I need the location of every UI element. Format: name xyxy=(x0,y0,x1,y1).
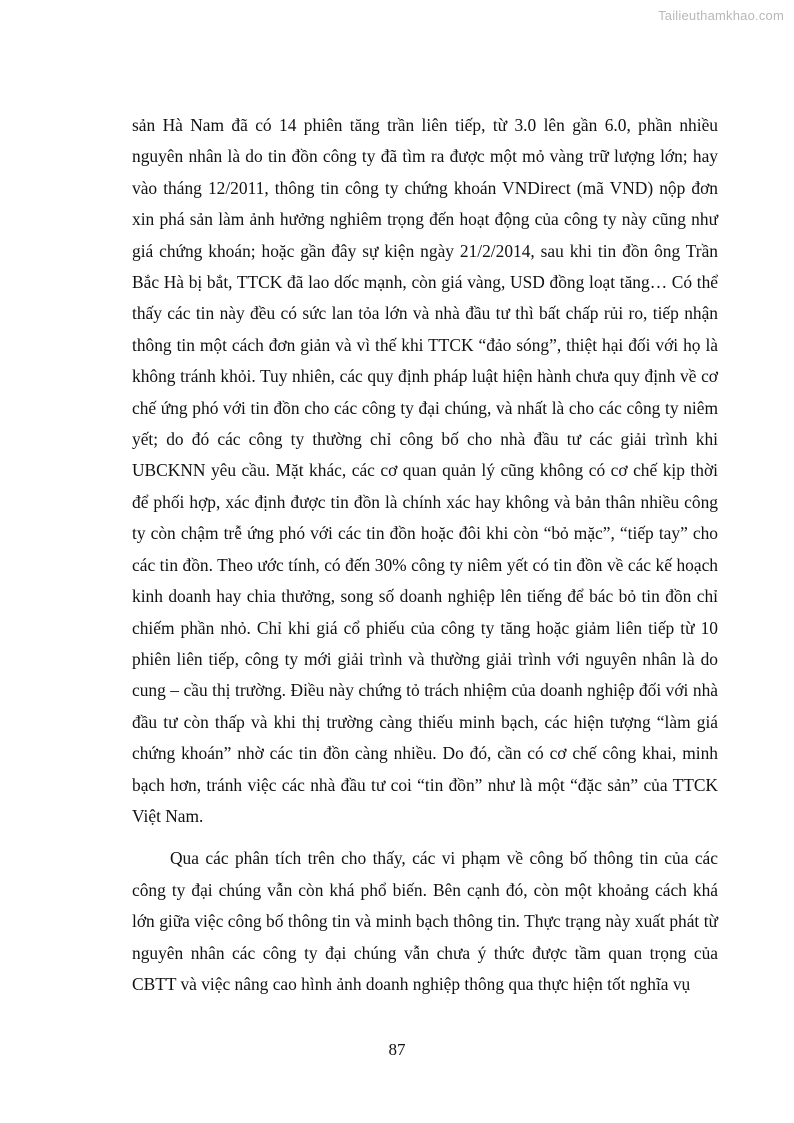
document-body xyxy=(132,110,718,1000)
paragraph-2: Qua các phân tích trên cho thấy, các vi phạm về công bố thông tin của các công ty đại chúng vẫn còn khá phổ biến. Bên cạnh đó, còn một khoảng cách khá lớn giữa việc công bố thông tin và minh bạch thông tin. Thực trạng này xuất phát từ nguyên nhân các công ty đại chúng vẫn chưa ý thức được tầm quan trọng của CBTT và việc nâng cao hình ảnh doanh nghiệp thông qua thực hiện tốt nghĩa vụ xyxy=(132,848,718,994)
watermark: Tailieuthamkhao.com xyxy=(658,8,784,23)
page-number: 87 xyxy=(388,1040,406,1059)
paragraph-1: sản Hà Nam đã có 14 phiên tăng trần liên tiếp, từ 3.0 lên gần 6.0, phần nhiều nguyên nhân là do tin đồn công ty đã tìm ra được một mỏ vàng trữ lượng lớn; hay vào tháng 12/2011, thông tin công ty chứng khoán VNDirect (mã VND) nộp đơn xin phá sản làm ảnh hưởng nghiêm trọng đến hoạt động của công ty này cũng như giá chứng khoán; hoặc gần đây sự kiện ngày 21/2/2014, sau khi tin đồn ông Trần Bắc Hà bị bắt, TTCK đã lao dốc mạnh, còn giá vàng, USD đồng loạt tăng… Có thể thấy các tin này đều có sức lan tỏa lớn và nhà đầu tư thì bất chấp rủi ro, tiếp nhận thông tin một cách đơn giản và vì thế khi TTCK “đảo sóng”, thiệt hại đối với họ là không tránh khỏi. Tuy nhiên, các quy định pháp luật hiện hành chưa quy định về cơ chế ứng phó với tin đồn cho các công ty đại chúng, và nhất là cho các công ty niêm yết; do đó các công ty thường chỉ công bố cho nhà đầu tư các giải trình khi UBCKNN yêu cầu. Mặt khác, các cơ quan quản lý cũng không có cơ chế kịp thời để phối hợp, xác định được tin đồn là chính xác hay không và bản thân nhiều công ty còn chậm trễ ứng phó với các tin đồn hoặc đôi khi còn “bỏ mặc”, “tiếp tay” cho các tin đồn. Theo ước tính, có đến 30% công ty niêm yết có tin đồn về các kế hoạch kinh doanh hay chia thưởng, song số doanh nghiệp lên tiếng để bác bỏ tin đồn chỉ chiếm phần nhỏ. Chỉ khi giá cổ phiếu của công ty tăng hoặc giảm liên tiếp từ 10 phiên liên tiếp, công ty mới giải trình và thường giải trình với nguyên nhân là do cung – cầu thị trường. Điều này chứng tỏ trách nhiệm của doanh nghiệp đối với nhà đầu tư còn thấp và khi thị trường càng thiếu minh bạch, các hiện tượng “làm giá chứng khoán” nhờ các tin đồn càng nhiều. Do đó, cần có cơ chế công khai, minh bạch hơn, tránh việc các nhà đầu tư coi “tin đồn” như là một “đặc sản” của TTCK Việt Nam. xyxy=(132,115,718,826)
